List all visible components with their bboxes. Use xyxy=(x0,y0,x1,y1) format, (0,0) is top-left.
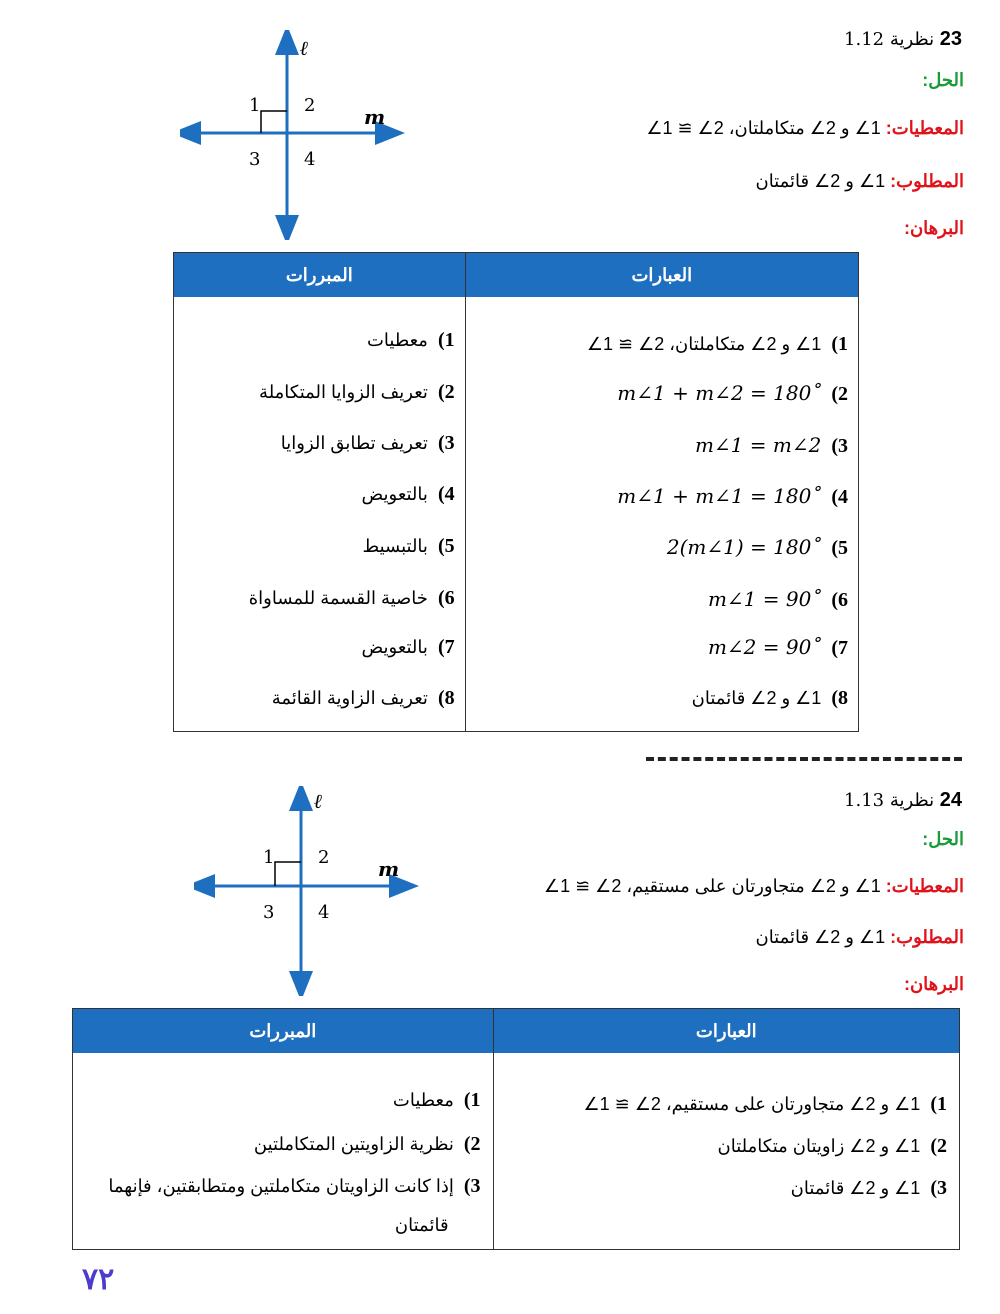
right-angle-mark xyxy=(261,111,287,133)
label-l: ℓ xyxy=(300,36,309,60)
prove-line xyxy=(755,171,964,192)
statement-row: 1) 1∠ و 2∠ متجاورتان على مستقيم، 2∠ ≅ 1∠ xyxy=(583,1093,947,1115)
label-l: ℓ xyxy=(314,789,323,813)
proof-label: البرهان: xyxy=(903,974,964,994)
given-line xyxy=(646,118,964,139)
given-label: المعطيات: xyxy=(885,876,964,896)
problem-24-header xyxy=(844,789,962,812)
prove-text: 1∠ و 2∠ قائمتان xyxy=(755,171,886,191)
perpendicular-lines-diagram xyxy=(194,786,424,996)
statement-row: 2) m∠1 + m∠2 = 180˚ xyxy=(617,381,848,405)
reason-row: 3) إذا كانت الزاويتان متكاملتين ومتطابقتين، فإنهما xyxy=(108,1175,481,1197)
angle-1-label: 1 xyxy=(249,95,261,116)
prove-label: المطلوب: xyxy=(890,927,964,947)
reason-row: 1) معطيات xyxy=(392,1089,481,1111)
reason-row: 1) معطيات xyxy=(366,329,455,351)
proof-label: البرهان: xyxy=(903,218,964,238)
proof-table-24 xyxy=(72,1008,960,1250)
prove-line xyxy=(755,927,964,948)
problem-23-header xyxy=(844,28,962,51)
prove-label: المطلوب: xyxy=(890,171,964,191)
statement-row: 8) 1∠ و 2∠ قائمتان xyxy=(691,687,848,709)
reasons-column xyxy=(73,1053,494,1250)
angle-3-label: 3 xyxy=(263,902,275,923)
statement-row: 1) 1∠ و 2∠ متكاملتان، 2∠ ≅ 1∠ xyxy=(586,333,848,355)
reason-row: 2) نظرية الزاويتين المتكاملتين xyxy=(253,1133,481,1155)
theorem-title: نظرية 1.12 xyxy=(844,29,935,50)
reason-row: 3) تعريف تطابق الزوايا xyxy=(280,432,455,454)
statement-row: 5) 2(m∠1) = 180˚ xyxy=(666,535,848,559)
problem-number: 23 xyxy=(939,28,962,50)
angle-2-label: 2 xyxy=(304,95,316,116)
given-line xyxy=(544,876,964,897)
statement-row: 6) m∠1 = 90˚ xyxy=(707,587,848,611)
reasons-column xyxy=(174,297,466,732)
reason-row: 2) تعريف الزوايا المتكاملة xyxy=(259,381,455,403)
label-m: m xyxy=(364,105,386,129)
reason-row: 4) بالتعويض xyxy=(361,483,455,505)
solution-label: الحل: xyxy=(922,829,964,849)
given-text: 1∠ و 2∠ متجاورتان على مستقيم، 2∠ ≅ 1∠ xyxy=(543,876,881,896)
angle-2-label: 2 xyxy=(318,847,330,868)
perpendicular-lines-diagram xyxy=(180,30,410,240)
statement-row: 3) m∠1 = m∠2 xyxy=(694,433,848,457)
problem-number: 24 xyxy=(939,789,962,811)
prove-text: 1∠ و 2∠ قائمتان xyxy=(755,927,886,947)
label-m: m xyxy=(378,857,400,881)
statement-row: 7) m∠2 = 90˚ xyxy=(707,635,848,659)
angle-3-label: 3 xyxy=(249,149,261,170)
statements-column xyxy=(465,297,858,732)
angle-1-label: 1 xyxy=(263,847,275,868)
given-text: 1∠ و 2∠ متكاملتان، 2∠ ≅ 1∠ xyxy=(646,118,881,138)
page-number: ٧٢ xyxy=(82,1263,115,1296)
statements-column xyxy=(493,1053,959,1250)
given-label: المعطيات: xyxy=(885,118,964,138)
angle-4-label: 4 xyxy=(318,902,330,923)
statements-header: العبارات xyxy=(493,1009,959,1054)
reason-row: 5) بالتبسيط xyxy=(362,535,455,557)
statement-row: 4) m∠1 + m∠1 = 180˚ xyxy=(617,484,848,508)
angle-4-label: 4 xyxy=(304,149,316,170)
section-divider xyxy=(646,757,962,761)
right-angle-mark xyxy=(275,862,301,886)
statements-header: العبارات xyxy=(465,253,858,298)
solution-label: الحل: xyxy=(922,70,964,90)
reasons-header: المبررات xyxy=(174,253,466,298)
reason-row-continuation: قائمتان xyxy=(394,1215,449,1235)
reason-row: 8) تعريف الزاوية القائمة xyxy=(271,687,455,709)
reason-row: 6) خاصية القسمة للمساواة xyxy=(248,587,455,609)
proof-table-23 xyxy=(173,252,859,732)
reasons-header: المبررات xyxy=(73,1009,494,1054)
statement-row: 3) 1∠ و 2∠ قائمتان xyxy=(790,1177,947,1199)
reason-row: 7) بالتعويض xyxy=(361,636,455,658)
statement-row: 2) 1∠ و 2∠ زاويتان متكاملتان xyxy=(717,1135,947,1157)
theorem-title: نظرية 1.13 xyxy=(844,790,935,811)
